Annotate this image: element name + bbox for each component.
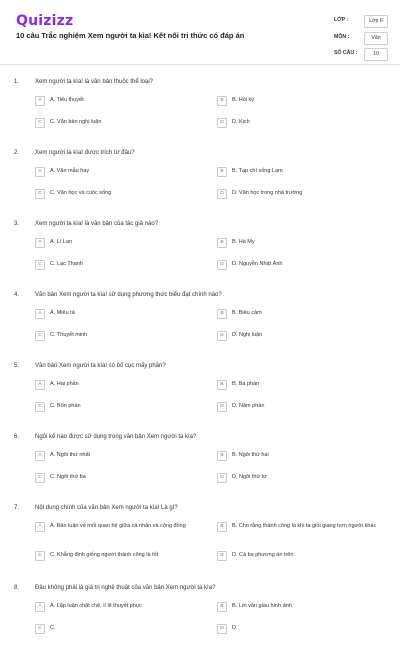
option-text: B. Lời văn giàu hình ảnh xyxy=(232,602,292,609)
option-text: D. Cả ba phương án trên xyxy=(232,551,294,558)
option-letter-box: B xyxy=(217,451,227,461)
option-text: D. Nguyễn Nhật Ánh xyxy=(232,260,283,267)
question-text: Nội dung chính của văn bản Xem người ta kìa! Là gì? xyxy=(35,505,178,511)
option-letter-box: A xyxy=(35,96,45,106)
option-letter-box: B xyxy=(217,380,227,390)
question-text: Xem người ta kìa! được trích từ đâu? xyxy=(35,150,135,156)
option-text: B. Cho rằng thành công là khi ta giỏi giang hơn người khác xyxy=(232,522,377,529)
option-text: C. Ngôi thứ ba xyxy=(50,473,86,480)
question-7 xyxy=(0,502,400,582)
option-text: C. Văn học và cuộc sống xyxy=(50,189,112,196)
option-letter-box: D xyxy=(217,402,227,412)
option-letter-box: A xyxy=(35,167,45,177)
question-number: 6. xyxy=(14,434,20,440)
option-text: D. Năm phần xyxy=(232,402,265,409)
option-text: D. xyxy=(232,624,238,631)
option-letter-box: B xyxy=(217,167,227,177)
question-1 xyxy=(0,76,400,147)
question-number: 1. xyxy=(14,79,20,85)
option-letter-box: C xyxy=(35,331,45,341)
question-text: Xem người ta kìa! là văn bản thuộc thể loại? xyxy=(35,79,154,85)
option-text: C. Thuyết minh xyxy=(50,331,88,338)
question-number: 2. xyxy=(14,150,20,156)
option-letter-box: A xyxy=(35,238,45,248)
meta-value-grade: Lớp 6 xyxy=(364,15,388,28)
option-letter-box: A xyxy=(35,309,45,319)
question-text: Văn bản Xem người ta kìa! có bố cục mấy phần? xyxy=(35,363,166,369)
meta-label-count: SỐ CÂU : xyxy=(334,50,358,56)
question-text: Văn bản Xem người ta kìa! sử dụng phương thức biểu đạt chính nào? xyxy=(35,292,222,298)
question-number: 4. xyxy=(14,292,20,298)
option-text: B. Ba phần xyxy=(232,380,260,387)
option-text: D. Ngôi thứ tư xyxy=(232,473,267,480)
question-number: 8. xyxy=(14,585,20,591)
question-5 xyxy=(0,360,400,431)
question-3 xyxy=(0,218,400,289)
option-letter-box: A xyxy=(35,380,45,390)
option-letter-box: D xyxy=(217,189,227,199)
option-letter-box: C xyxy=(35,624,45,634)
option-text: A. Bàn luận về mối quan hệ giữa cá nhân và cộng đồng xyxy=(50,522,186,529)
meta-row-subject xyxy=(334,32,386,46)
option-letter-box: C xyxy=(35,260,45,270)
question-list xyxy=(0,76,400,653)
meta-value-count: 10 xyxy=(364,48,388,61)
header-divider xyxy=(0,64,400,65)
meta-label-subject: MÔN : xyxy=(334,33,350,40)
option-letter-box: B xyxy=(217,96,227,106)
option-letter-box: B xyxy=(217,309,227,319)
option-letter-box: B xyxy=(217,522,227,532)
option-letter-box: A xyxy=(35,522,45,532)
question-2 xyxy=(0,147,400,218)
option-text: D. Văn học trong nhà trường xyxy=(232,189,303,196)
option-letter-box: D xyxy=(217,118,227,128)
question-number: 7. xyxy=(14,505,20,511)
option-letter-box: B xyxy=(217,238,227,248)
option-text: A. Lí Lan xyxy=(50,238,73,245)
meta-value-subject: Văn xyxy=(364,32,388,45)
option-letter-box: D xyxy=(217,260,227,270)
meta-row-grade xyxy=(334,15,386,29)
question-8 xyxy=(0,582,400,653)
worksheet-header xyxy=(0,0,400,62)
meta-label-grade: LỚP : xyxy=(334,17,349,23)
option-letter-box: C xyxy=(35,189,45,199)
worksheet-title: 10 câu Trắc nghiệm Xem người ta kìa! Kết nối tri thức có đáp án xyxy=(16,31,245,40)
option-letter-box: C xyxy=(35,551,45,561)
option-text: B. Biểu cảm xyxy=(232,309,262,316)
option-letter-box: D xyxy=(217,331,227,341)
option-text: B. Hà My xyxy=(232,238,255,245)
question-number: 5. xyxy=(14,363,20,369)
option-letter-box: D xyxy=(217,624,227,634)
option-text: A. Hai phần xyxy=(50,380,79,387)
option-text: B. Tạp chí sống Lam xyxy=(232,167,283,174)
option-letter-box: A xyxy=(35,602,45,612)
option-text: C. Bốn phần xyxy=(50,402,81,409)
option-text: A. Tiểu thuyết xyxy=(50,96,84,103)
option-text: A. Văn mẫu hay xyxy=(50,167,90,174)
option-text: D. Nghị luận xyxy=(232,331,263,338)
option-text: C. Văn bản nghị luận xyxy=(50,118,102,125)
option-text: A. Ngôi thứ nhất xyxy=(50,451,91,458)
option-letter-box: A xyxy=(35,451,45,461)
option-letter-box: C xyxy=(35,118,45,128)
option-text: A. Lập luận chặt chẽ, lí lẽ thuyết phục xyxy=(50,602,142,609)
question-4 xyxy=(0,289,400,360)
option-text: B. Hồi ký xyxy=(232,96,255,103)
quizizz-logo[interactable]: Quizizz xyxy=(16,13,74,29)
option-letter-box: C xyxy=(35,473,45,483)
question-text: Đâu không phải là giá trị nghệ thuật của văn bản Xem người ta kìa? xyxy=(35,585,216,591)
question-6 xyxy=(0,431,400,502)
option-letter-box: C xyxy=(35,402,45,412)
option-text: C. Khẳng định giống người thành công là tốt xyxy=(50,551,159,558)
option-text: C. Lạc Thanh xyxy=(50,260,83,267)
question-text: Xem người ta kìa! là văn bản của tác giả nào? xyxy=(35,221,159,227)
option-letter-box: D xyxy=(217,473,227,483)
option-letter-box: B xyxy=(217,602,227,612)
option-text: A. Miêu tả xyxy=(50,309,75,316)
question-text: Ngôi kể nào được sử dụng trong văn bản Xem người ta kìa? xyxy=(35,434,197,440)
question-number: 3. xyxy=(14,221,20,227)
option-text: D. Kịch xyxy=(232,118,250,125)
option-text: C. xyxy=(50,624,56,631)
worksheet-meta xyxy=(334,15,386,65)
meta-row-count xyxy=(334,48,386,62)
option-text: B. Ngôi thứ hai xyxy=(232,451,269,458)
option-letter-box: D xyxy=(217,551,227,561)
